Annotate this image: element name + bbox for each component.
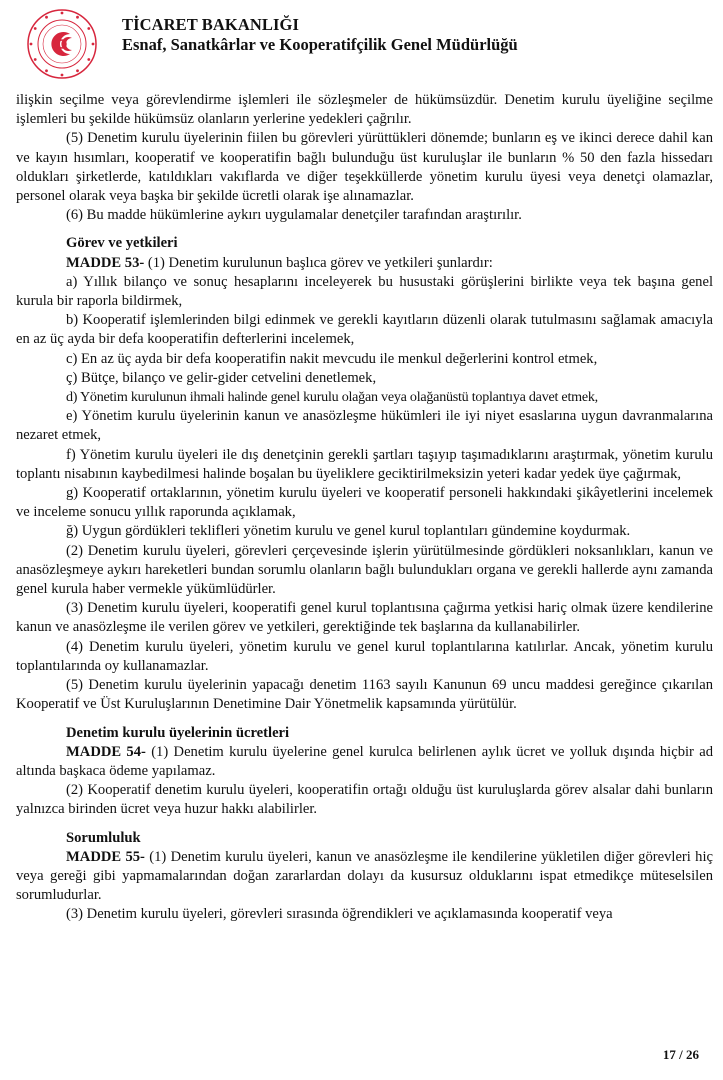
article-intro: MADDE 55- (1) Denetim kurulu üyeleri, kanun ve anasözleşme ile kendilerine yükletilen diğer görevleri hiç veya gereği gibi yapmamalarından doğan zararlardan dolayı da kusursuz olduklarını ispat etmedikçe müteselsilen sorumludurlar. <box>16 848 714 904</box>
list-item: f) Yönetim kurulu üyeleri ile dış denetçinin gerekli şartları taşıyıp taşımadıklarını araştırmak, yönetim kurulu toplantı nisabının kaybedilmesi halinde boşalan bu üyeliklere geciktirilmeksizin yeteri kadar yedek üye çağırmak, <box>16 446 713 482</box>
paragraph: (6) Bu madde hükümlerine aykırı uygulamalar denetçiler tarafından araştırılır. <box>66 207 522 224</box>
section-heading: Görev ve yetkileri <box>66 235 178 252</box>
organization-title <box>122 15 518 55</box>
list-item: d) Yönetim kurulunun ihmali halinde genel kurulu olağan veya olağanüstü toplantıya davet etmek, <box>66 389 598 406</box>
paragraph: (2) Kooperatif denetim kurulu üyeleri, kooperatifin ortağı olduğu üst kuruluşlarda görev alsalar dahi bunların yalnızca birinden ücret veya huzur hakkı alabilirler. <box>16 782 713 818</box>
list-item: c) En az üç ayda bir defa kooperatifin nakit mevcudu ile menkul değerlerini kontrol etmek, <box>66 350 598 367</box>
article-intro: MADDE 53- (1) Denetim kurulunun başlıca görev ve yetkileri şunlardır: <box>66 254 493 271</box>
list-item: ğ) Uygun gördükleri teklifleri yönetim kurulu ve genel kurul toplantıları gündemine koydurmak. <box>66 523 631 540</box>
paragraph: (4) Denetim kurulu üyeleri, yönetim kurulu ve genel kurul toplantılarına katılırlar. Ancak, yönetim kurulu toplantılarında oy kullanamazlar. <box>16 638 713 674</box>
list-item: b) Kooperatif işlemlerinden bilgi edinmek ve gerekli kayıtların düzenli olarak tutulmasını sağlamak amacıyla en az üç ayda bir defa kooperatifin defterlerini incelemek, <box>16 312 713 348</box>
document-header <box>0 0 723 80</box>
section-heading: Sorumluluk <box>66 829 141 846</box>
paragraph: (5) Denetim kurulu üyelerinin fiilen bu görevleri yürüttükleri dönemde; bunların eş ve ikinci derece dahil kan ve kayın hısımları, kooperatif ve kooperatifin bağlı bulunduğu üst kuruluşlar ile bunların % 50 den fazla hissedarı oldukları şirketlerde, katıldıkları vakıflarda ve diğer teşekküllerde yönetim kurulu üyesi veya denetçi olamazlar, personel olarak veya başka bir şekilde ücretli olarak işe alınamazlar. <box>16 130 713 205</box>
ministry-seal-icon <box>26 8 98 80</box>
ministry-name: TİCARET BAKANLIĞI <box>122 15 299 34</box>
list-item: ç) Bütçe, bilanço ve gelir-gider cetvelini denetlemek, <box>66 369 377 386</box>
article-label: MADDE 53- <box>66 254 145 271</box>
article-label: MADDE 55- <box>66 848 145 865</box>
directorate-name: Esnaf, Sanatkârlar ve Kooperatifçilik Genel Müdürlüğü <box>122 35 518 54</box>
paragraph: (3) Denetim kurulu üyeleri, görevleri sırasında öğrendikleri ve açıklamasında kooperatif veya <box>66 906 613 923</box>
article-label: MADDE 54- <box>66 743 146 760</box>
list-item: e) Yönetim kurulu üyelerinin kanun ve anasözleşme hükümleri ile iyi niyet esaslarına uygun davranmalarına nezaret etmek, <box>16 408 713 444</box>
document-body <box>16 91 713 925</box>
paragraph: (2) Denetim kurulu üyeleri, görevleri çerçevesinde işlerin yürütülmesinde gördükleri noksanlıkları, kanun ve anasözleşmeye aykırı hareketleri bundan sorumlu olanların bağlı bulundukları organa ve gerekli hallerde aynı zamanda genel kurula haber vermekle yükümlüdürler. <box>16 542 713 598</box>
section-heading: Denetim kurulu üyelerinin ücretleri <box>66 724 290 741</box>
paragraph: ilişkin seçilme veya görevlendirme işlemleri ile sözleşmeler de hükümsüzdür. Denetim kurulu üyeliğine seçilme işlemleri bu şekilde hükümsüz olanların yerlerine yedekleri çağrılır. <box>16 92 713 128</box>
list-item: a) Yıllık bilanço ve sonuç hesaplarını inceleyerek bu husustaki görüşlerini birlikte veya tek başına genel kurula bir raporla bildirmek, <box>16 273 713 310</box>
paragraph: (3) Denetim kurulu üyeleri, kooperatifi genel kurul toplantısına çağırma yetkisi hariç olmak üzere kendilerine kanun ve anasözleşme ile verilen görev ve yetkileri, gerektiğinde tek başlarına da kullanabilirler. <box>16 600 713 636</box>
paragraph: (5) Denetim kurulu üyelerinin yapacağı denetim 1163 sayılı Kanunun 69 uncu maddesi gereğince çıkarılan Kooperatif ve Üst Kuruluşlarının Denetimine Dair Yönetmelik kapsamında yürütülür. <box>16 677 713 713</box>
list-item: g) Kooperatif ortaklarının, yönetim kurulu üyeleri ve kooperatif personeli hakkındaki şikâyetlerini incelemek ve inceleme sonucu yıllık raporunda açıklamak, <box>16 485 713 521</box>
page-number: 17 / 26 <box>662 1047 699 1062</box>
article-intro: MADDE 54- (1) Denetim kurulu üyelerine genel kurulca belirlenen aylık ücret ve yolluk dışında hiçbir ad altında başkaca ödeme yapılamaz. <box>16 743 713 779</box>
